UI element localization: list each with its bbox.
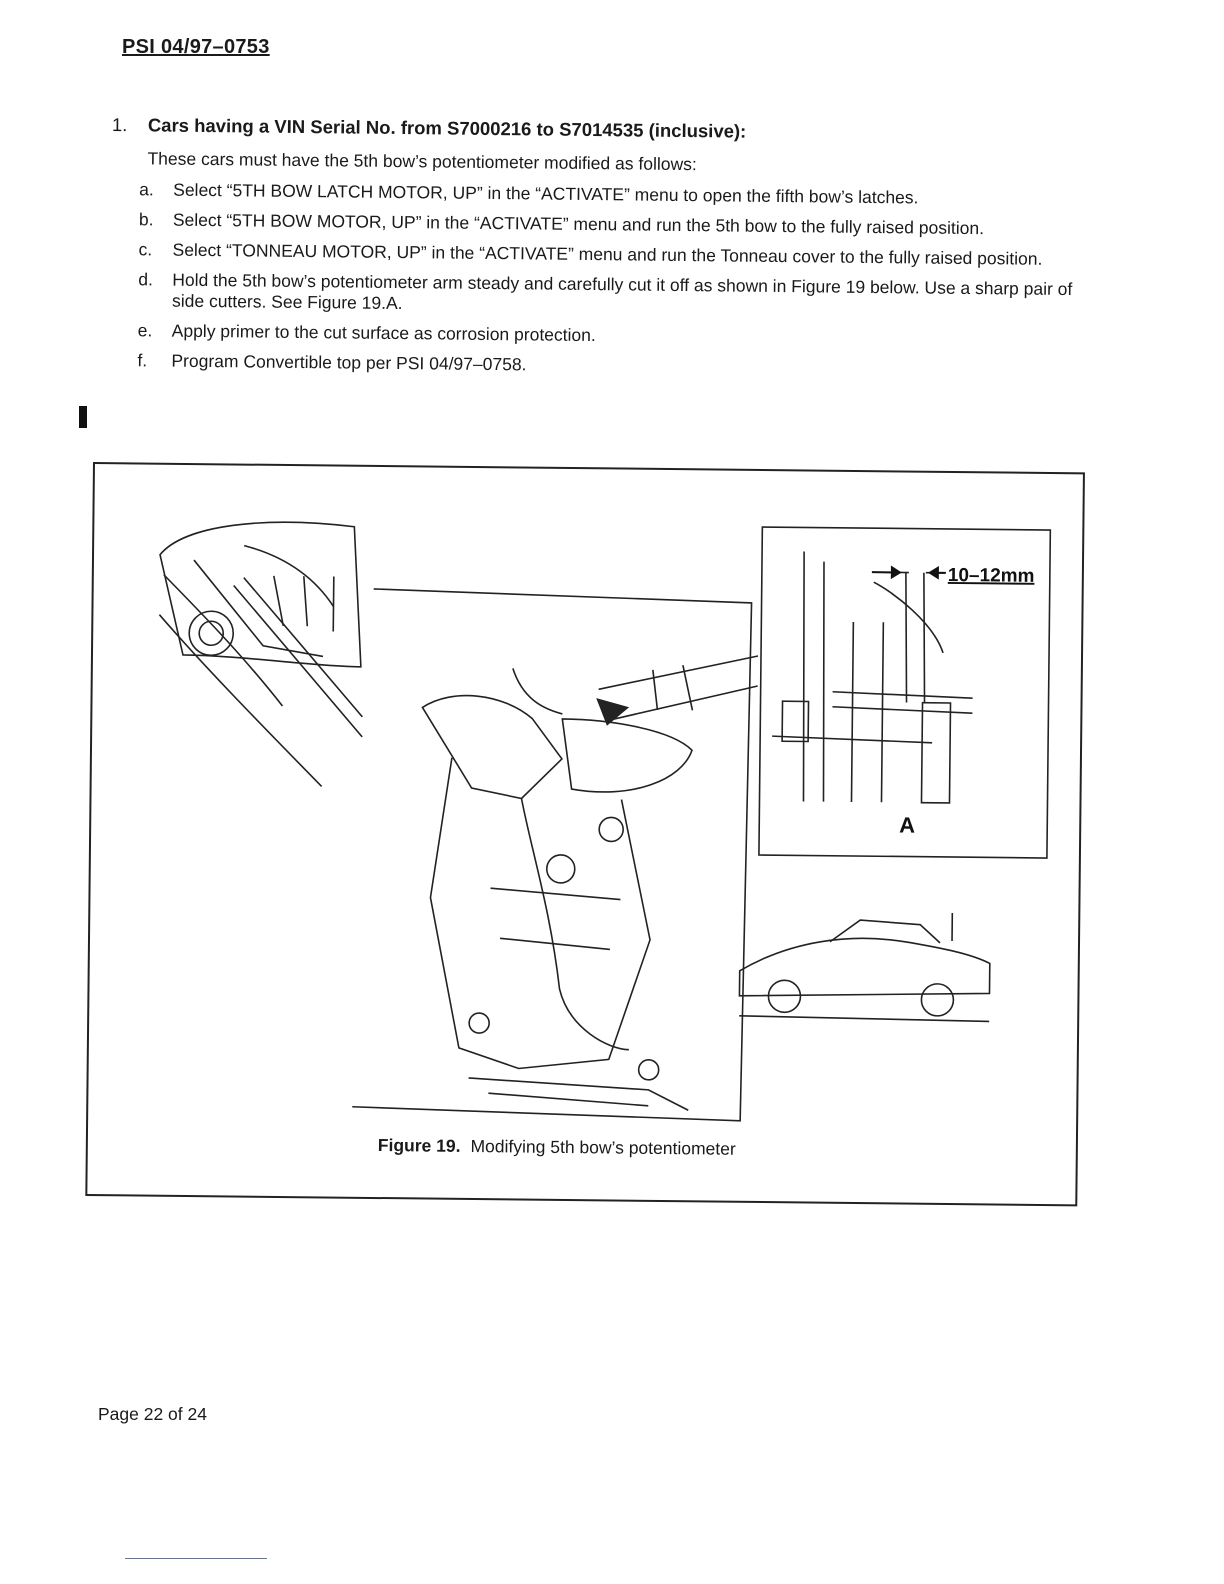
step-letter: a.: [139, 179, 154, 200]
step-text: Hold the 5th bow’s potentiometer arm steady and carefully cut it off as shown in Figure 19 below. Use a sharp pair of side cutters. See Figure 19.A.: [171, 269, 1073, 314]
step-text: Select “5TH BOW MOTOR, UP” in the “ACTIVATE” menu and run the 5th bow to the fully raised position.: [172, 209, 985, 239]
section-number: 1.: [111, 114, 128, 136]
step-text: Select “5TH BOW LATCH MOTOR, UP” in the “ACTIVATE” menu to open the fifth bow’s latches.: [173, 179, 919, 208]
step-item: [138, 320, 1100, 351]
revision-change-bar: [79, 406, 87, 428]
page-number: Page 22 of 24: [98, 1404, 207, 1424]
step-item: [139, 179, 1101, 210]
step-text: Program Convertible top per PSI 04/97–0758.: [171, 350, 527, 375]
section-title: Cars having a VIN Serial No. from S7000216 to S7014535 (inclusive):: [147, 114, 747, 142]
figure-illustration: [87, 464, 1083, 1204]
instruction-section: [109, 114, 1102, 390]
step-letter: c.: [138, 239, 153, 260]
document-reference: PSI 04/97–0753: [122, 36, 270, 58]
step-letter: d.: [138, 269, 153, 290]
car-interior-sketch: [158, 521, 365, 787]
figure-caption-number: Figure 19.: [377, 1135, 461, 1156]
figure-caption: [378, 1135, 736, 1160]
detail-label: A: [899, 812, 916, 838]
figure-caption-text: Modifying 5th bow’s potentiometer: [470, 1135, 736, 1159]
section-heading: [112, 114, 1102, 146]
step-letter: b.: [138, 209, 154, 230]
step-text: Select “TONNEAU MOTOR, UP” in the “ACTIVATE” menu and run the Tonneau cover to the fully raised position.: [172, 239, 1043, 269]
step-letter: e.: [137, 320, 153, 341]
step-item: [139, 209, 1101, 240]
convertible-car-sketch: [739, 911, 990, 1022]
step-letter: f.: [137, 350, 148, 371]
dimension-label: 10–12mm: [947, 564, 1035, 587]
mechanism-detail-frame: [352, 589, 759, 1121]
figure-19-box: [85, 462, 1085, 1206]
step-item: [138, 269, 1100, 321]
step-text: Apply primer to the cut surface as corrosion protection.: [171, 320, 596, 346]
step-item: [138, 239, 1100, 270]
step-item: [137, 350, 1099, 381]
step-list: [137, 179, 1101, 381]
section-intro: These cars must have the 5th bow’s potentiometer modified as follows:: [147, 148, 697, 175]
scan-artifact-line: [125, 1558, 267, 1559]
